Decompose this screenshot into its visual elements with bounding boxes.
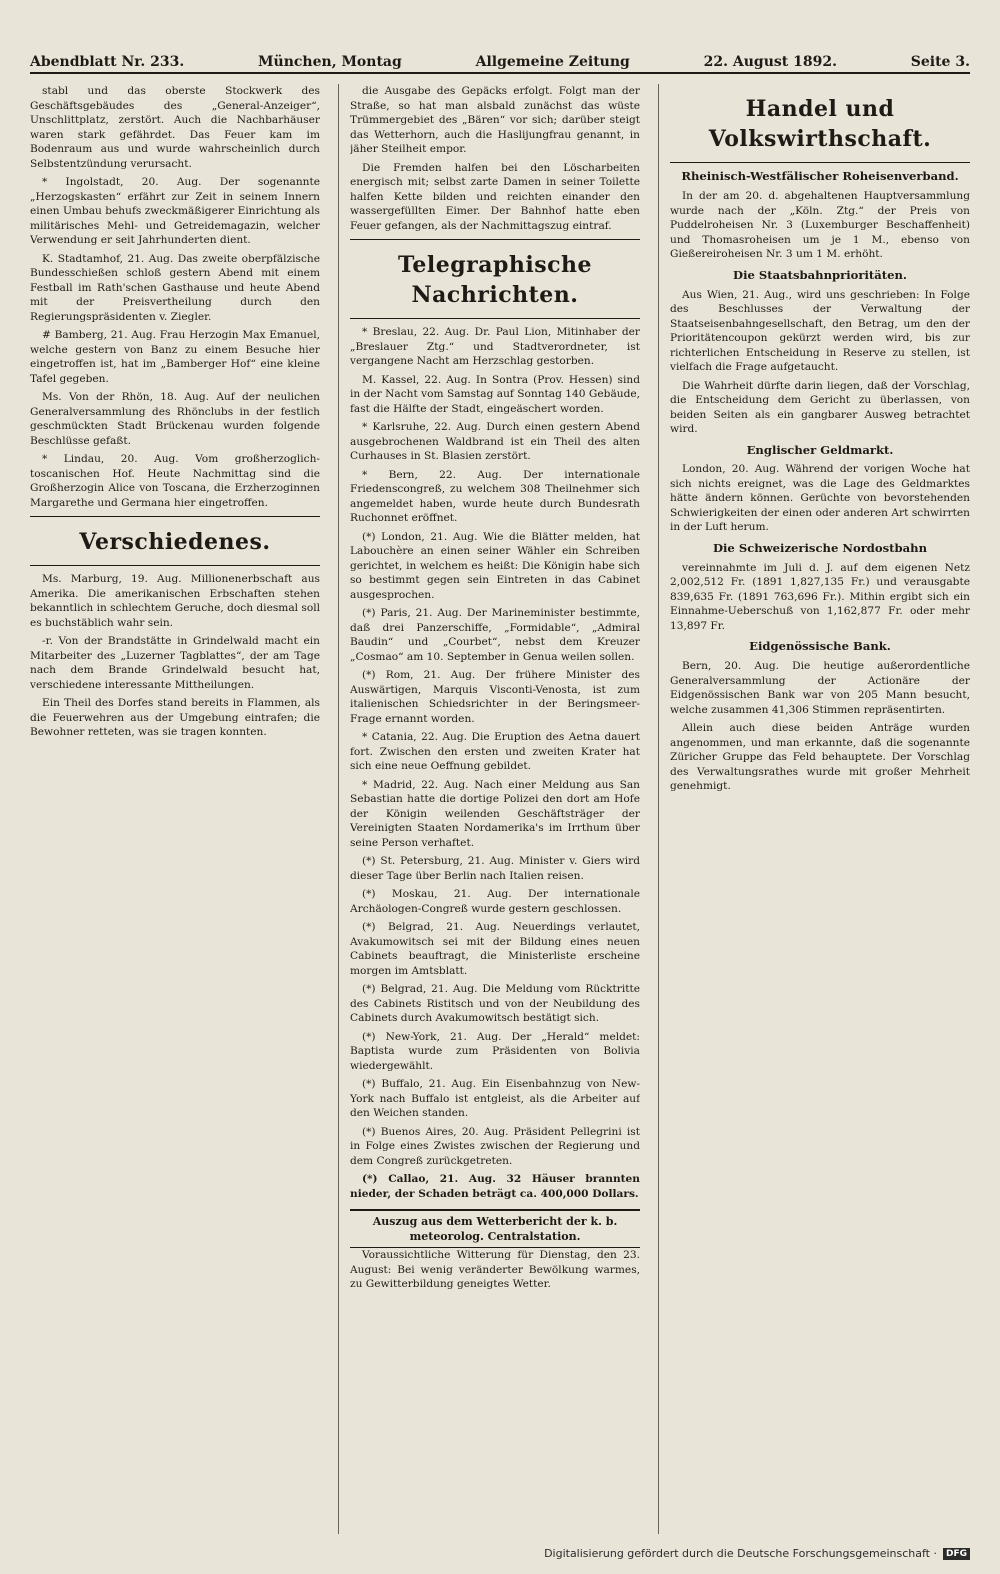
issue-date: 22. August 1892. bbox=[703, 54, 837, 70]
telegram-item: (*) London, 21. Aug. Wie die Blätter melden, hat Labouchère an einen seiner Wähler ein Schreiben gerichtet, in welchem es heißt: Die Königin habe sich so bestimmt gegen sein Eintreten in das Cabinet ausgesprochen. bbox=[350, 530, 640, 601]
column-left bbox=[30, 84, 320, 1534]
telegram-item: (*) Buffalo, 21. Aug. Ein Eisenbahnzug von New-York nach Buffalo ist entgleist, als die Arbeiter auf den Weichen standen. bbox=[350, 1078, 640, 1120]
telegram-item: (*) Belgrad, 21. Aug. Die Meldung vom Rücktritte des Cabinets Ristitsch und von der Neubildung des Cabinets durch Avakumowitsch bestätigt sich. bbox=[350, 983, 640, 1025]
column-middle bbox=[350, 84, 640, 1534]
section-rule bbox=[670, 162, 970, 163]
dfg-logo: DFG bbox=[943, 1548, 970, 1560]
telegram-item: (*) Paris, 21. Aug. Der Marineminister bestimmte, daß drei Panzerschiffe, „Formidable“, „Admiral Baudin“ und „Courbet“, nebst dem Kreuzer „Cosmao“ am 10. September in Genua weilen sollen. bbox=[350, 607, 640, 663]
article-paragraph: In der am 20. d. abgehaltenen Hauptversammlung wurde nach der „Köln. Ztg.“ der Preis von Puddelroheisen Nr. 3 (Luxemburger Beschaffenheit) und Thomasroheisen um je 1 M., ebenso von Gießereiroheisen Nr. 3 um 1 M. erhöht. bbox=[670, 190, 970, 261]
column-right bbox=[670, 84, 970, 1534]
section-rule bbox=[350, 318, 640, 319]
telegram-item: (*) St. Petersburg, 21. Aug. Minister v. Giers wird dieser Tage über Berlin nach Italien reisen. bbox=[350, 855, 640, 882]
telegram-item: (*) Callao, 21. Aug. 32 Häuser brannten nieder, der Schaden beträgt ca. 400,000 Dollars. bbox=[350, 1173, 640, 1200]
issue-number: Abendblatt Nr. 233. bbox=[30, 54, 185, 70]
weather-report-heading: Auszug aus dem Wetterbericht der k. b. meteorolog. Centralstation. bbox=[350, 1209, 640, 1248]
article-paragraph: Die Wahrheit dürfte darin liegen, daß der Vorschlag, die Entscheidung dem Gericht zu überlassen, von beiden Seiten als ein gangbarer Ausweg betrachtet wird. bbox=[670, 379, 970, 435]
digitization-credit bbox=[544, 1547, 970, 1560]
telegram-item: (*) Moskau, 21. Aug. Der internationale Archäologen-Congreß wurde gestern geschlossen. bbox=[350, 888, 640, 915]
article-paragraph: vereinnahmte im Juli d. J. auf dem eigenen Netz 2,002,512 Fr. (1891 1,827,135 Fr.) und verausgabte 839,635 Fr. (1891 763,696 Fr.). Mithin ergibt sich ein Einnahme-Ueberschuß von 1,162,877 Fr. oder mehr 13,897 Fr. bbox=[670, 561, 970, 632]
credit-text: Digitalisierung gefördert durch die Deutsche Forschungsgemeinschaft · bbox=[544, 1547, 937, 1560]
place-and-day: München, Montag bbox=[258, 54, 402, 70]
telegram-item: * Breslau, 22. Aug. Dr. Paul Lion, Mitinhaber der „Breslauer Ztg.“ und Stadtverordneter, ist vergangene Nacht am Herzschlag gestorben. bbox=[350, 326, 640, 368]
section-rule bbox=[30, 516, 320, 517]
article-paragraph: Ms. Von der Rhön, 18. Aug. Auf der neulichen Generalversammlung des Rhönclubs in der festlich geschmückten Stadt Brückenau wurden folgende Beschlüsse gefaßt. bbox=[30, 391, 320, 447]
section-rule bbox=[30, 565, 320, 566]
article-paragraph: Bern, 20. Aug. Die heutige außerordentliche Generalversammlung der Actionäre der Eidgenössischen Bank war von 205 Mann besucht, welche zusammen 41,306 Stimmen repräsentirten. bbox=[670, 660, 970, 716]
article-paragraph: -r. Von der Brandstätte in Grindelwald macht ein Mitarbeiter des „Luzerner Tagblattes“, der am Tage nach dem Brande Grindelwald besucht hat, verschiedene interessante Mittheilungen. bbox=[30, 635, 320, 691]
telegram-item: * Karlsruhe, 22. Aug. Durch einen gestern Abend ausgebrochenen Waldbrand ist ein Theil des alten Curhauses in St. Blasien zerstört. bbox=[350, 421, 640, 463]
telegram-item: * Madrid, 22. Aug. Nach einer Meldung aus San Sebastian hatte die dortige Polizei den dort am Hofe der Königin weilenden Geschäftsträger der Vereinigten Staaten Nordamerika's im Irrthum über seine Person verhaftet. bbox=[350, 778, 640, 849]
article-paragraph: Aus Wien, 21. Aug., wird uns geschrieben: In Folge des Beschlusses der Verwaltung der Staatseisenbahngesellschaft, den Betrag, um den der Prioritätencoupon gekürzt werden wird, bis zur richterlichen Entscheidung in Reserve zu stellen, ist vielfach die Frage aufgetaucht. bbox=[670, 288, 970, 373]
telegram-item: * Catania, 22. Aug. Die Eruption des Aetna dauert fort. Zwischen den ersten und zweiten Krater hat sich eine neue Oeffnung gebildet. bbox=[350, 731, 640, 773]
running-head bbox=[30, 44, 970, 70]
section-title-verschiedenes: Verschiedenes. bbox=[79, 529, 271, 555]
article-heading: Eidgenössische Bank. bbox=[749, 639, 891, 654]
section-title-handel: Handel und Volkswirthschaft. bbox=[708, 96, 932, 153]
telegram-item: (*) New-York, 21. Aug. Der „Herald“ meldet: Baptista wurde zum Präsidenten von Bolivia wiedergewählt. bbox=[350, 1030, 640, 1072]
article-paragraph: K. Stadtamhof, 21. Aug. Das zweite oberpfälzische Bundesschießen schloß gestern Abend mit einem Festball im Rath'schen Gasthause und heute Abend mit der Preisvertheilung durch den Regierungspräsidenten v. Ziegler. bbox=[30, 252, 320, 323]
newspaper-title: Allgemeine Zeitung bbox=[475, 54, 630, 70]
article-paragraph: # Bamberg, 21. Aug. Frau Herzogin Max Emanuel, welche gestern von Banz zu einem Besuche hier eingetroffen ist, hat im „Bamberger Hof“ eine kleine Tafel gegeben. bbox=[30, 329, 320, 385]
section-title-telegraphische-nachrichten: Telegraphische Nachrichten. bbox=[398, 252, 592, 309]
article-heading: Die Schweizerische Nordostbahn bbox=[712, 540, 928, 555]
article-paragraph: * Lindau, 20. Aug. Vom großherzoglich-toscanischen Hof. Heute Nachmittag sind die Großherzogin Alice von Toscana, die Erzherzoginnen Margarethe und Germana hier eingetroffen. bbox=[30, 453, 320, 509]
article-paragraph: stabl und das oberste Stockwerk des Geschäftsgebäudes des „General-Anzeiger“, Unschlittplatz, zerstört. Auch die Nachbarhäuser waren stark gefährdet. Das Feuer kam im Bodenraum aus und wurde wahrscheinlich durch Selbstentzündung verursacht. bbox=[30, 85, 320, 170]
weather-report: Voraussichtliche Witterung für Dienstag, den 23. August: Bei wenig veränderter Bewölkung warmes, zu Gewitterbildung geneigtes Wetter. bbox=[350, 1249, 640, 1291]
column-divider bbox=[658, 84, 659, 1534]
article-paragraph: die Ausgabe des Gepäcks erfolgt. Folgt man der Straße, so hat man alsbald zunächst das wüste Trümmergebiet des „Bären“ vor sich; darüber steigt das Wetterhorn, auch die Haslijungfrau genannt, in jäher Steilheit empor. bbox=[350, 85, 640, 155]
telegram-item: (*) Rom, 21. Aug. Der frühere Minister des Auswärtigen, Marquis Visconti-Venosta, ist zum italienischen Schiedsrichter in der Beringsmeer-Frage ernannt worden. bbox=[350, 669, 640, 725]
article-paragraph: Ms. Marburg, 19. Aug. Millionenerbschaft aus Amerika. Die amerikanischen Erbschaften stehen bekanntlich in schlechtem Geruche, doch diesmal soll es buchstäblich wahr sein. bbox=[30, 573, 320, 629]
telegram-item: * Bern, 22. Aug. Der internationale Friedenscongreß, zu welchem 308 Theilnehmer sich angemeldet haben, wurde heute durch Bundesrath Ruchonnet eröffnet. bbox=[350, 468, 640, 525]
article-paragraph: Allein auch diese beiden Anträge wurden angenommen, und man erkannte, daß die sogenannte Züricher Gruppe das Feld behauptete. Der Vorschlag des Verwaltungsrathes wurde mit großer Mehrheit genehmigt. bbox=[670, 722, 970, 793]
article-paragraph: * Ingolstadt, 20. Aug. Der sogenannte „Herzogskasten“ erfährt zur Zeit in seinem Innern einen Umbau behufs zweckmäßigerer Einrichtung als militärisches Mehl- und Getreidemagazin, welcher Verwendung er seit Jahrhunderten dient. bbox=[30, 176, 320, 246]
section-rule bbox=[350, 239, 640, 240]
telegram-item: (*) Buenos Aires, 20. Aug. Präsident Pellegrini ist in Folge eines Zwistes zwischen der Regierung und dem Congreß zurückgetreten. bbox=[350, 1125, 640, 1167]
header-rule bbox=[30, 72, 970, 74]
article-heading: Rheinisch-Westfälischer Roheisenverband. bbox=[681, 169, 959, 184]
article-paragraph: London, 20. Aug. Während der vorigen Woche hat sich nichts ereignet, was die Lage des Geldmarktes hätte ändern können. Gerüchte von bevorstehenden Schwierigkeiten der einen oder anderen Art schwirrten in der Luft herum. bbox=[670, 463, 970, 534]
article-paragraph: Ein Theil des Dorfes stand bereits in Flammen, als die Feuerwehren aus der Umgebung eintrafen; die Bewohner retteten, was sie tragen konnten. bbox=[30, 697, 320, 739]
telegram-item: M. Kassel, 22. Aug. In Sontra (Prov. Hessen) sind in der Nacht vom Samstag auf Sonntag 140 Gebäude, fast die Hälfte der Stadt, eingeäschert worden. bbox=[350, 373, 640, 415]
article-paragraph: Die Fremden halfen bei den Löscharbeiten energisch mit; selbst zarte Damen in seiner Toilette halfen Kette bilden und reichten einander den wassergefüllten Eimer. Der Bahnhof hatte eben Feuer gefangen, als der Nachmittagszug eintraf. bbox=[350, 161, 640, 232]
article-heading: Die Staatsbahnprioritäten. bbox=[733, 267, 907, 282]
telegram-item: (*) Belgrad, 21. Aug. Neuerdings verlautet, Avakumowitsch sei mit der Bildung eines neuen Cabinets beauftragt, die Ministerliste erscheine morgen im Amtsblatt. bbox=[350, 921, 640, 977]
page-number: Seite 3. bbox=[910, 54, 970, 70]
column-divider bbox=[338, 84, 339, 1534]
article-heading: Englischer Geldmarkt. bbox=[746, 442, 894, 457]
